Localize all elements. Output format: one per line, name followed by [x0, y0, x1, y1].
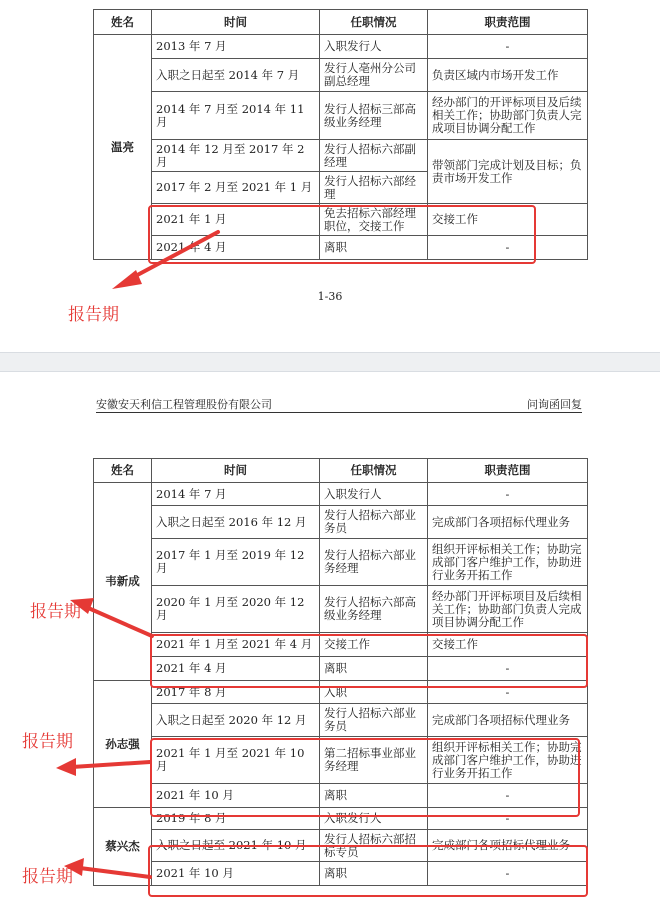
doc-type-header: 问询函回复 [527, 398, 582, 411]
cell-time: 2014 年 7 月至 2014 年 11 月 [152, 92, 320, 140]
cell-duty: 经办部门的开评标项目及后续相关工作；协助部门负责人完成项目协调分配工作 [428, 92, 588, 140]
cell-position: 发行人招标六部业务经理 [320, 539, 428, 586]
header-name: 姓名 [94, 10, 152, 35]
arrow-head [70, 598, 94, 614]
annotation-label: 报告期 [22, 867, 73, 887]
arrow-line [80, 868, 150, 877]
cell-position: 入职发行人 [320, 483, 428, 506]
cell-time: 入职之日起至 2016 年 12 月 [152, 506, 320, 539]
cell-position: 离职 [320, 784, 428, 808]
cell-duty: 交接工作 [428, 204, 588, 236]
cell-time: 2020 年 1 月至 2020 年 12 月 [152, 586, 320, 633]
cell-position: 发行人招标六部业务员 [320, 704, 428, 737]
cell-position: 免去招标六部经理职位，交接工作 [320, 204, 428, 236]
cell-duty: - [428, 657, 588, 681]
cell-time: 2021 年 1 月至 2021 年 4 月 [152, 633, 320, 657]
header-position: 任职情况 [320, 10, 428, 35]
cell-duty: 交接工作 [428, 633, 588, 657]
cell-duty: 带领部门完成计划及目标；负责市场开发工作 [428, 140, 588, 204]
cell-position: 发行人招标六部招标专员 [320, 830, 428, 862]
cell-duty: 完成部门各项招标代理业务 [428, 506, 588, 539]
annotation-label: 报告期 [22, 732, 73, 752]
cell-time: 2017 年 2 月至 2021 年 1 月 [152, 172, 320, 204]
cell-duty: 完成部门各项招标代理业务 [428, 830, 588, 862]
cell-time: 2017 年 1 月至 2019 年 12 月 [152, 539, 320, 586]
cell-position: 入职发行人 [320, 808, 428, 830]
cell-time: 2014 年 7 月 [152, 483, 320, 506]
cell-time: 2021 年 10 月 [152, 862, 320, 886]
header-duty: 职责范围 [428, 10, 588, 35]
cell-duty: - [428, 862, 588, 886]
arrow-line [86, 607, 152, 636]
cell-duty: - [428, 35, 588, 59]
cell-duty: 组织开评标相关工作；协助完成部门客户维护工作，协助进行业务开拓工作 [428, 539, 588, 586]
person-name: 温亮 [94, 35, 152, 260]
cell-duty: - [428, 681, 588, 704]
cell-position: 离职 [320, 862, 428, 886]
cell-duty: 负责区域内市场开发工作 [428, 59, 588, 92]
person-name: 孙志强 [94, 681, 152, 808]
cell-time: 2013 年 7 月 [152, 35, 320, 59]
cell-time: 2021 年 4 月 [152, 236, 320, 260]
person-name: 蔡兴杰 [94, 808, 152, 886]
cell-position: 发行人招标六部副经理 [320, 140, 428, 172]
cell-time: 2021 年 10 月 [152, 784, 320, 808]
annotation-label: 报告期 [68, 305, 119, 325]
arrow-head [64, 858, 84, 876]
person-name: 韦新成 [94, 483, 152, 681]
cell-time: 2017 年 8 月 [152, 681, 320, 704]
header-name: 姓名 [94, 459, 152, 483]
cell-position: 发行人招标六部高级业务经理 [320, 586, 428, 633]
cell-time: 2021 年 1 月 [152, 204, 320, 236]
cell-duty: 组织开评标相关工作；协助完成部门客户维护工作，协助进行业务开拓工作 [428, 737, 588, 784]
cell-position: 第二招标事业部业务经理 [320, 737, 428, 784]
cell-position: 发行人招标三部高级业务经理 [320, 92, 428, 140]
cell-time: 2019 年 8 月 [152, 808, 320, 830]
cell-position: 入职 [320, 681, 428, 704]
cell-position: 发行人招标六部业务员 [320, 506, 428, 539]
cell-position: 交接工作 [320, 633, 428, 657]
cell-position: 入职发行人 [320, 35, 428, 59]
cell-duty: - [428, 483, 588, 506]
arrow-line [128, 232, 218, 280]
cell-time: 入职之日起至 2020 年 12 月 [152, 704, 320, 737]
header-time: 时间 [152, 459, 320, 483]
cell-time: 2021 年 1 月至 2021 年 10 月 [152, 737, 320, 784]
cell-duty: - [428, 784, 588, 808]
header-duty: 职责范围 [428, 459, 588, 483]
cell-duty: - [428, 236, 588, 260]
cell-time: 2021 年 4 月 [152, 657, 320, 681]
arrow-line [72, 762, 150, 767]
cell-time: 入职之日起至 2021 年 10 月 [152, 830, 320, 862]
cell-position: 离职 [320, 236, 428, 260]
cell-duty: 完成部门各项招标代理业务 [428, 704, 588, 737]
header-position: 任职情况 [320, 459, 428, 483]
cell-time: 2014 年 12 月至 2017 年 2 月 [152, 140, 320, 172]
cell-duty: 经办部门开评标项目及后续相关工作；协助部门负责人完成项目协调分配工作 [428, 586, 588, 633]
cell-position: 离职 [320, 657, 428, 681]
annotation-label: 报告期 [30, 602, 81, 622]
cell-time: 入职之日起至 2014 年 7 月 [152, 59, 320, 92]
cell-duty: - [428, 808, 588, 830]
cell-position: 发行人招标六部经理 [320, 172, 428, 204]
arrow-head [56, 758, 76, 776]
header-time: 时间 [152, 10, 320, 35]
page-number: 1-36 [317, 290, 343, 303]
company-header: 安徽安天利信工程管理股份有限公司 [96, 398, 272, 411]
cell-position: 发行人亳州分公司副总经理 [320, 59, 428, 92]
